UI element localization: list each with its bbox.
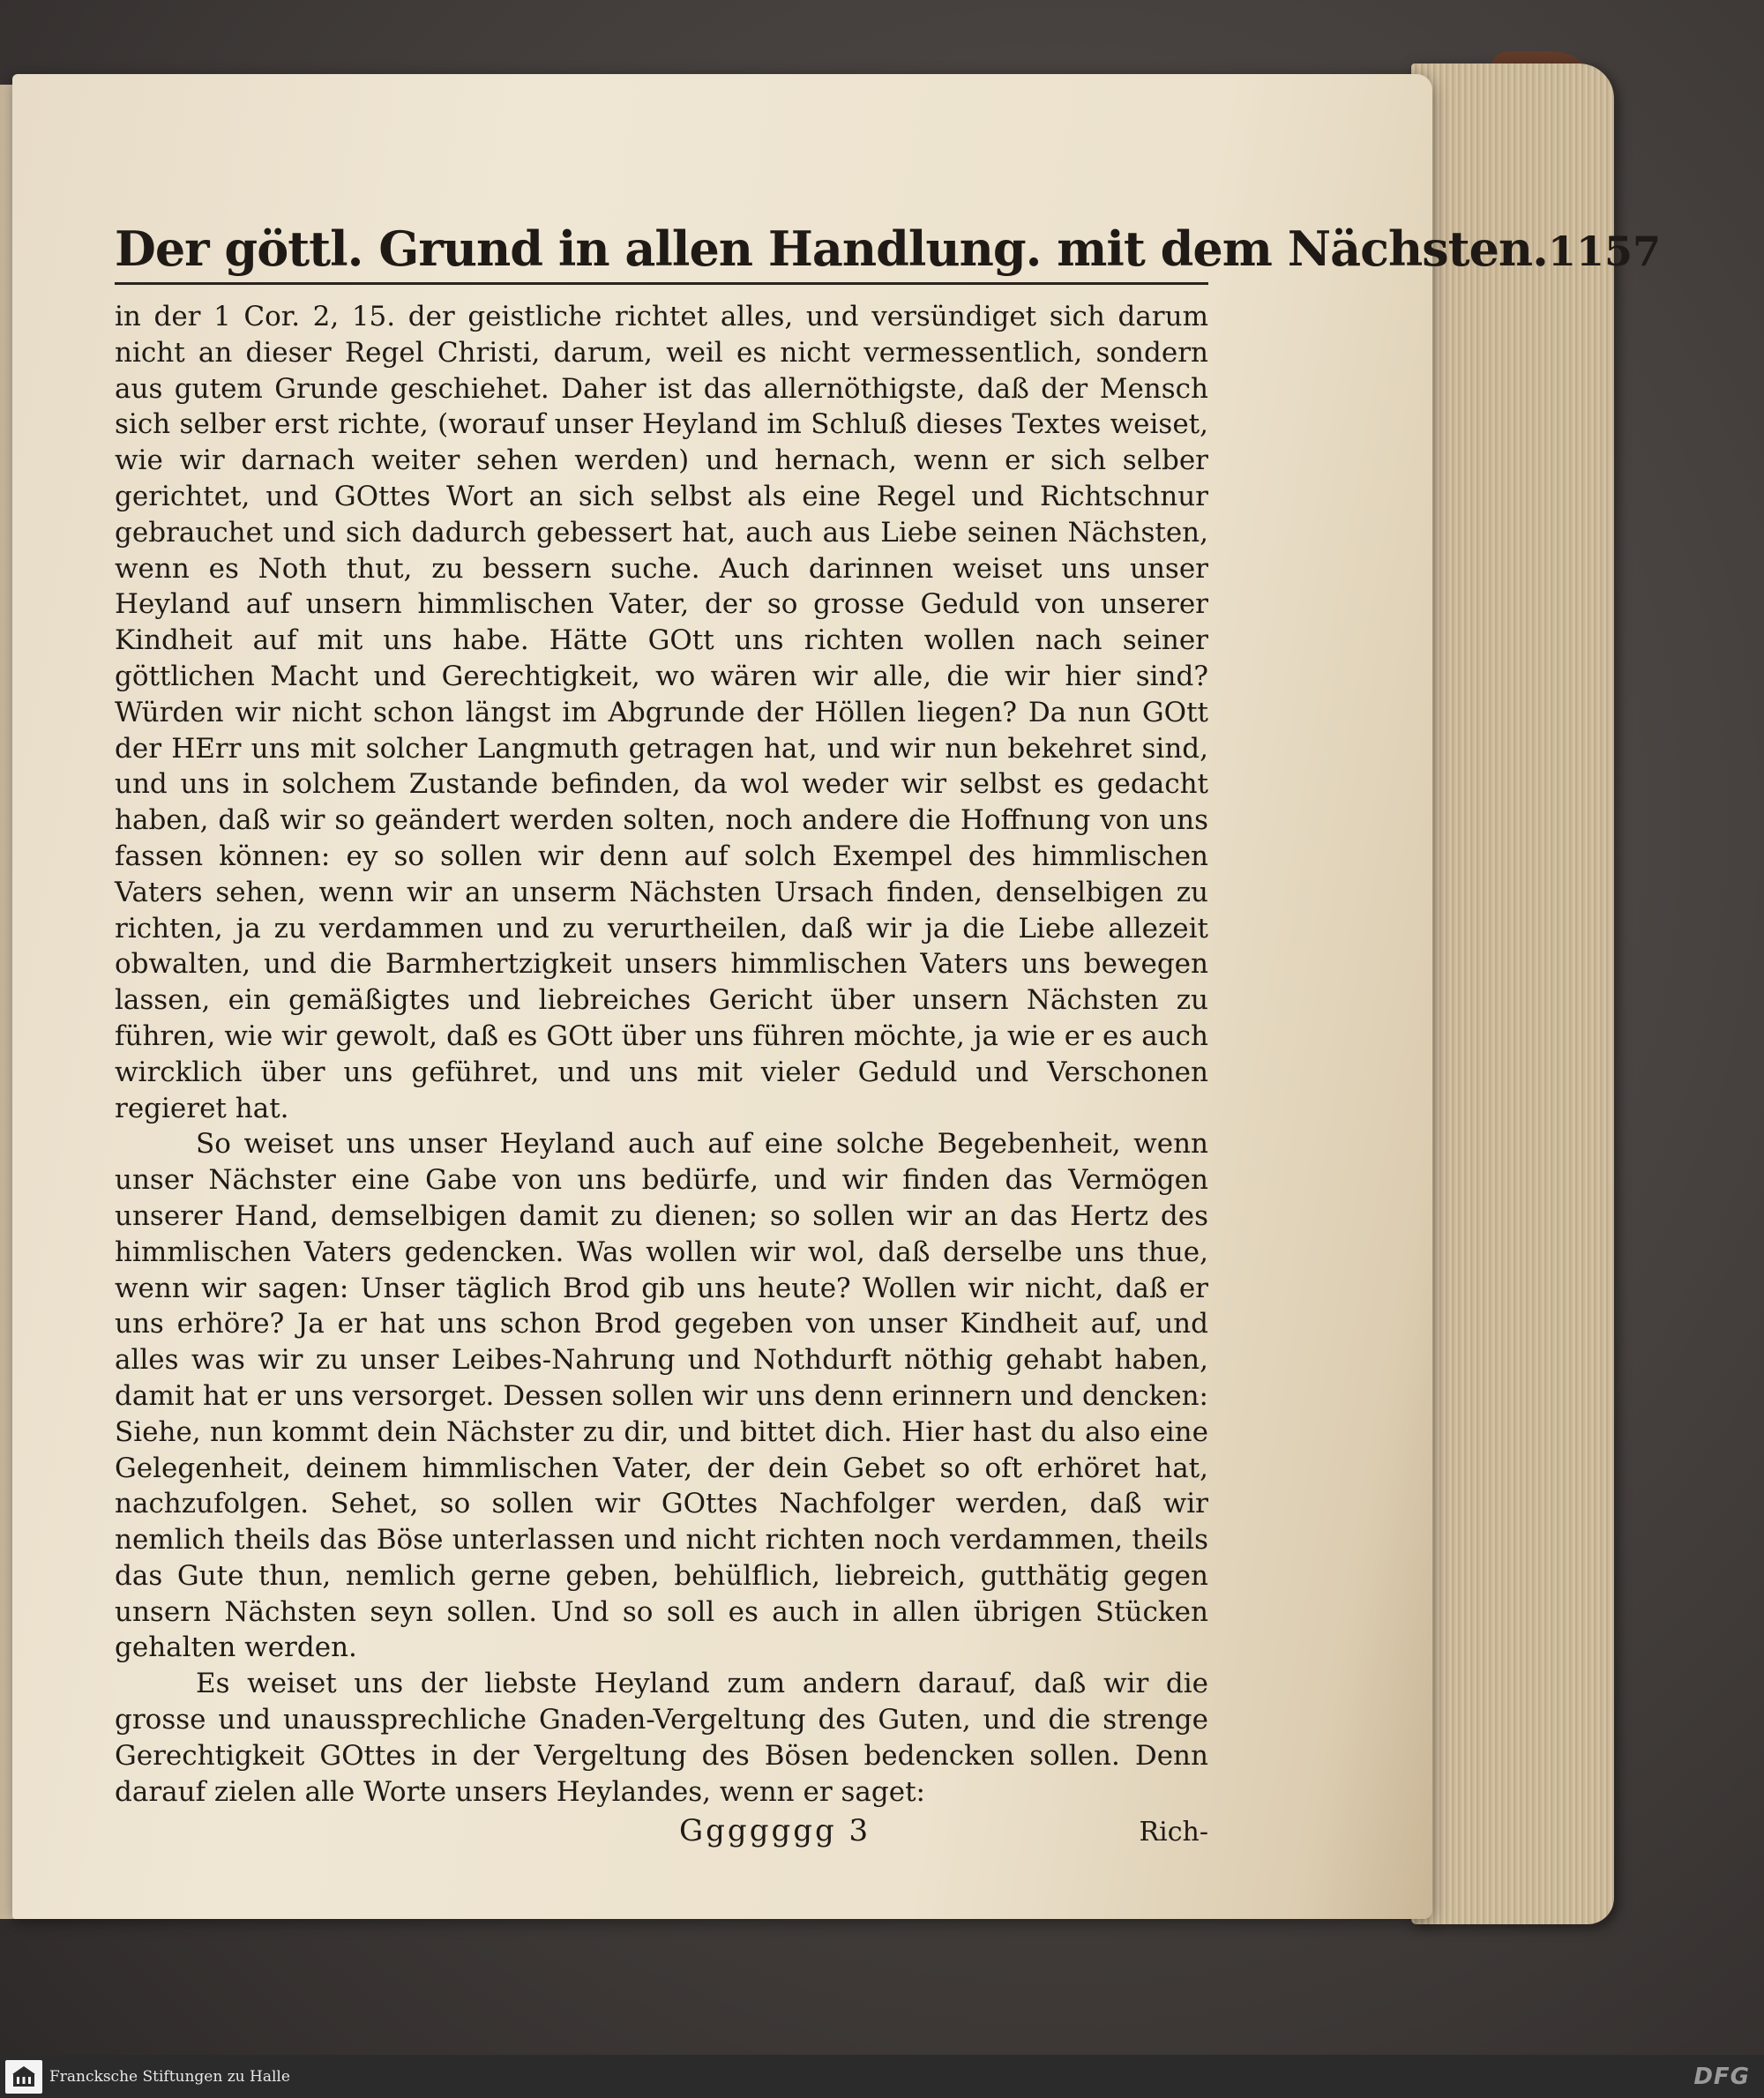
provider-name: Francksche Stiftungen zu Halle [49, 2067, 290, 2086]
page-header [115, 220, 1662, 285]
dfg-logo: DFG [1693, 2063, 1750, 2090]
paragraph-2: So weiset uns unser Heyland auch auf eine solche Begebenheit, wenn unser Nächster eine Gabe von uns bedürfe, und wir finden das Vermögen unserer Hand, demselbigen damit zu dienen; so sollen wir an das Hertz des himmlischen Vaters gedencken. Was wollen wir wol, daß derselbe uns thue, wenn wir sagen: Unser täglich Brod gib uns heute? Wollen wir nicht, daß er uns erhöre? Ja er hat uns schon Brod gegeben von unser Kindheit auf, und alles was wir zu unser Leibes-Nahrung und Nothdurft nöthig gehabt haben, damit hat er uns versorget. Dessen sollen wir uns denn erinnern und dencken: Siehe, nun kommt dein Nächster zu dir, und bittet dich. Hier hast du also eine Gelegenheit, deinem himmlischen Vater, der dein Gebet so oft erhöret hat, nachzufolgen. Sehet, so sollen wir GOttes Nachfolger werden, daß wir nemlich theils das Böse unterlassen und nicht richten noch verdammen, theils das Gute thun, nemlich gerne geben, behülflich, liebreich, gutthätig gegen unsern Nächsten seyn sollen. Und so soll es auch in allen übrigen Stücken gehalten werden. [115, 1128, 1208, 1664]
franckesche-stiftungen-logo-icon [5, 2060, 42, 2094]
page-number: 1157 [1547, 228, 1662, 275]
catchword: Rich- [1139, 1817, 1208, 1848]
page-block-edges [1411, 63, 1614, 1924]
page-content [115, 220, 1662, 1849]
body-text [115, 299, 1208, 1810]
signature-mark: Ggggggg 3 [679, 1813, 871, 1849]
paragraph-3: Es weiset uns der liebste Heyland zum andern darauf, daß wir die grosse und unaussprechliche Gnaden-Vergeltung des Guten, und die strenge Gerechtigkeit GOttes in der Vergeltung des Bösen bedencken sollen. Denn darauf zielen alle Worte unsers Heylandes, wenn er saget: [115, 1668, 1208, 1808]
provider-credit[interactable] [0, 2060, 290, 2094]
viewer-footer-bar [0, 2055, 1764, 2098]
paragraph-1: in der 1 Cor. 2, 15. der geistliche richtet alles, und versündiget sich darum nicht an dieser Regel Christi, darum, weil es nicht vermessentlich, sondern aus gutem Grunde geschiehet. Daher ist das allernöthigste, daß der Mensch sich selber erst richte, (worauf unser Heyland im Schluß dieses Textes weiset, wie wir darnach weiter sehen werden) und hernach, wenn er sich selber gerichtet, und GOttes Wort an sich selbst als eine Regel und Richtschnur gebrauchet und sich dadurch gebessert hat, auch aus Liebe seinen Nächsten, wenn es Noth thut, zu bessern suche. Auch darinnen weiset uns unser Heyland auf unsern himmlischen Vater, der so grosse Geduld von unserer Kindheit auf mit uns habe. Hätte GOtt uns richten wollen nach seiner göttlichen Macht und Gerechtigkeit, wo wären wir alle, die wir hier sind? Würden wir nicht schon längst im Abgrunde der Höllen liegen? Da nun GOtt der HErr uns mit solcher Langmuth getragen hat, und wir nun bekehret sind, und uns in solchem Zustande befinden, da wol weder wir selbst es gedacht haben, daß wir so geändert werden solten, noch andere die Hoffnung von uns fassen können: ey so sollen wir denn auf solch Exempel des himmlischen Vaters sehen, wenn wir an unserm Nächsten Ursach finden, denselbigen zu richten, ja zu verdammen und zu verurtheilen, daß wir ja die Liebe allezeit obwalten, und die Barmhertzigkeit unsers himmlischen Vaters uns bewegen lassen, ein gemäßigtes und liebreiches Gericht über unsern Nächsten zu führen, wie wir gewolt, daß es GOtt über uns führen möchte, ja wie er es auch wircklich über uns geführet, und uns mit vieler Geduld und Verschonen regieret hat. [115, 301, 1208, 1124]
page-footer-line [115, 1813, 1208, 1848]
running-head: Der göttl. Grund in allen Handlung. mit dem Nächsten. [115, 220, 1548, 277]
